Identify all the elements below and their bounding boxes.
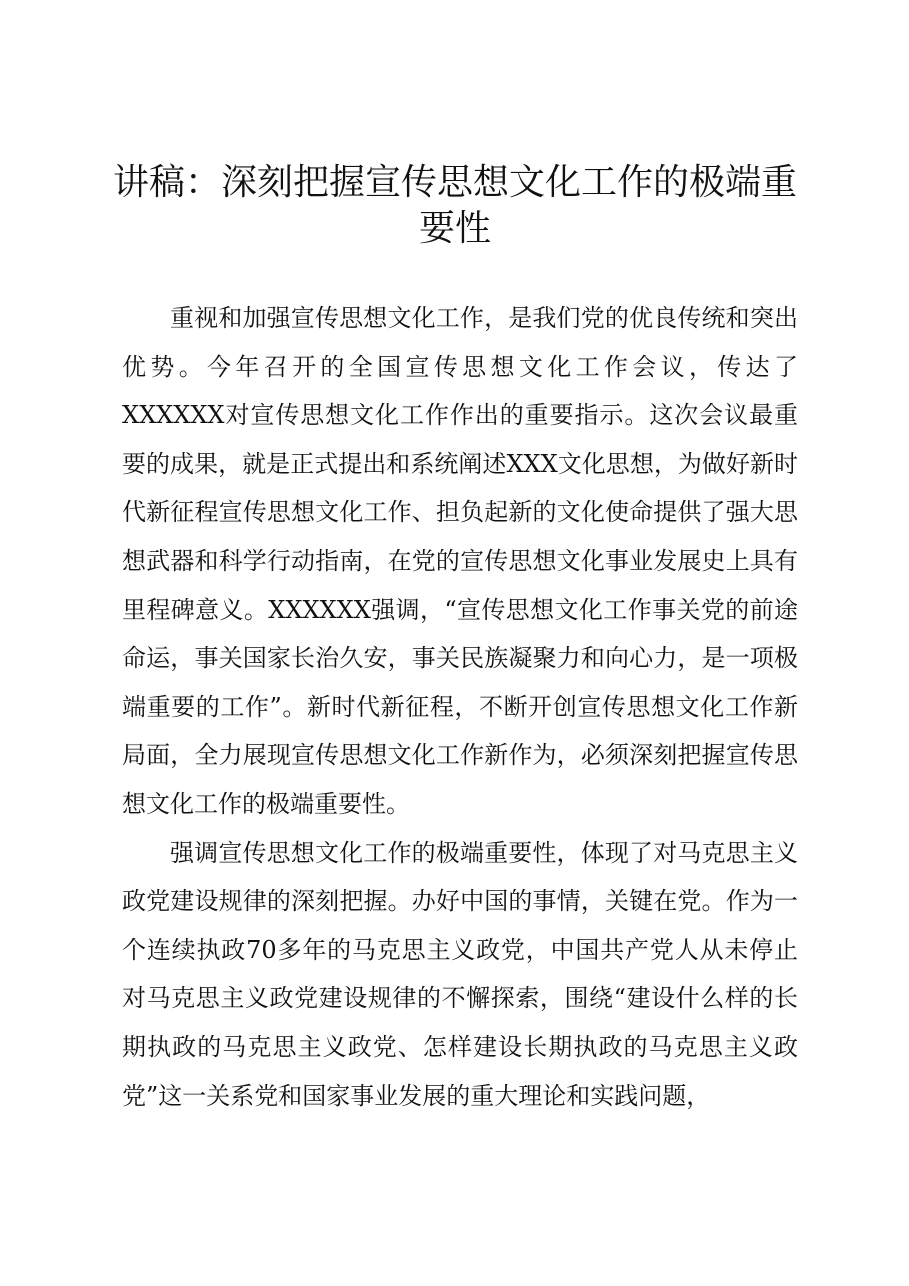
paragraph: 重视和加强宣传思想文化工作，是我们党的优良传统和突出优势。今年召开的全国宣传思想文化工作会议，传达了XXXXXX对宣传思想文化工作作出的重要指示。这次会议最重要的成果，就是正式提出和系统阐述XXX文化思想，为做好新时代新征程宣传思想文化工作、担负起新的文化使命提供了强大思想武器和科学行动指南，在党的宣传思想文化事业发展史上具有里程碑意义。XXXXXX强调，“宣传思想文化工作事关党的前途命运，事关国家长治久安，事关民族凝聚力和向心力，是一项极端重要的工作”。新时代新征程，不断开创宣传思想文化工作新局面，全力展现宣传思想文化工作新作为，必须深刻把握宣传思想文化工作的极端重要性。 [122,304,798,818]
paragraph: 强调宣传思想文化工作的极端重要性，体现了对马克思主义政党建设规律的深刻把握。办好中国的事情，关键在党。作为一个连续执政70多年的马克思主义政党，中国共产党人从未停止对马克思主义政党建设规律的不懈探索，围绕“建设什么样的长期执政的马克思主义政党、怎样建设长期执政的马克思主义政党”这一关系党和国家事业发展的重大理论和实践问题， [122,838,798,1110]
document-body [122,294,798,1120]
document-title: 讲稿：深刻把握宣传思想文化工作的极端重要性 [112,162,797,249]
